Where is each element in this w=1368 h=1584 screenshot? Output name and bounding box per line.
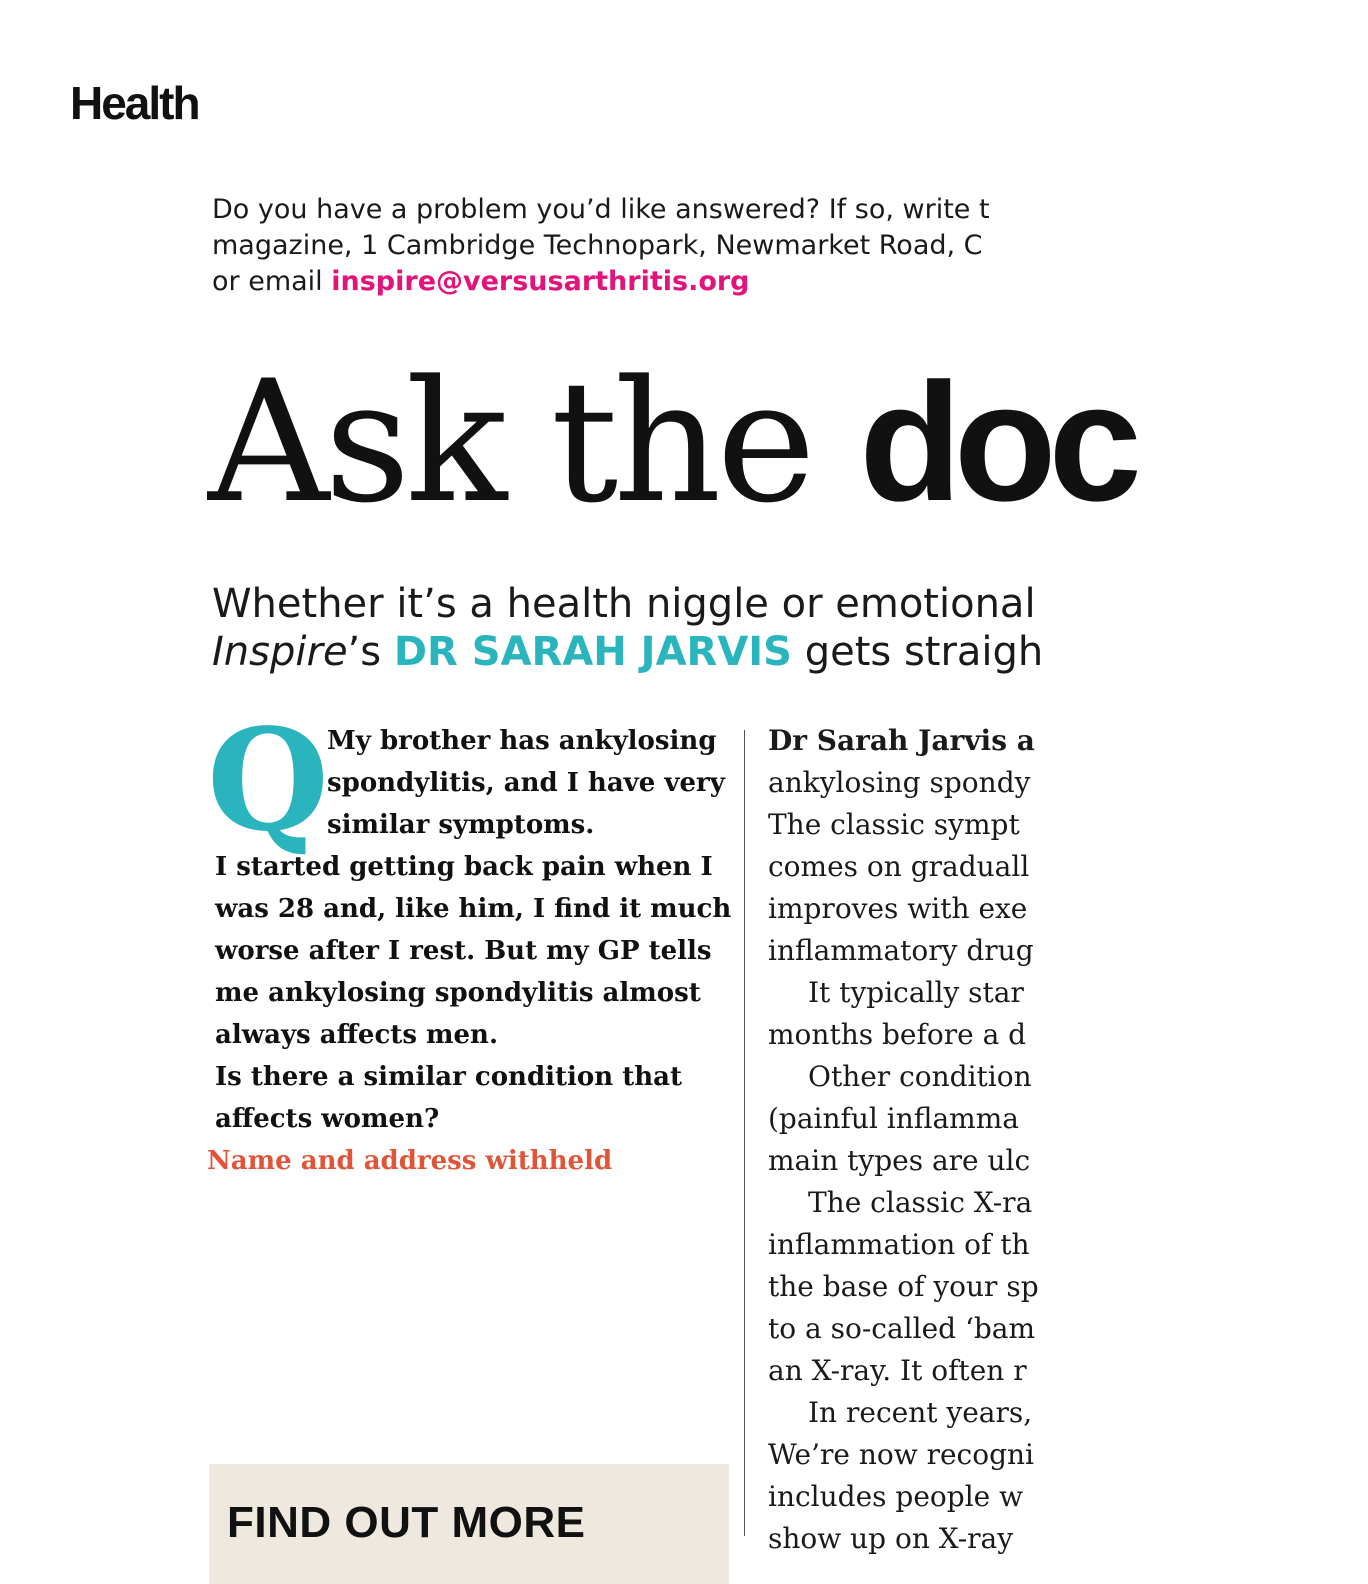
- find-out-more-box: [209, 1464, 729, 1584]
- headline-bold: doc: [859, 348, 1134, 536]
- find-out-more-title: FIND OUT MORE: [227, 1498, 586, 1547]
- reader-question: [207, 699, 732, 1182]
- answer-line: main types are ulc: [768, 1144, 1031, 1177]
- standfirst-rest: gets straigh: [791, 629, 1044, 675]
- standfirst-line: [212, 628, 1043, 676]
- section-label: Health: [70, 77, 199, 129]
- answer-line: includes people w: [768, 1480, 1024, 1513]
- answer-line: show up on X-ray: [768, 1522, 1014, 1555]
- answer-line: comes on graduall: [768, 850, 1030, 883]
- answer-line: We’re now recogni: [768, 1438, 1034, 1471]
- answer-line: (painful inflamma: [768, 1102, 1019, 1135]
- headline-light: Ask the: [208, 344, 860, 540]
- email-link[interactable]: inspire@versusarthritis.org: [331, 266, 750, 297]
- intro-line: [212, 264, 1112, 300]
- headline: [208, 344, 1134, 540]
- intro-line: Do you have a problem you’d like answered? If so, write t: [212, 194, 990, 225]
- doctor-answer: [768, 720, 1368, 1560]
- author-name: DR SARAH JARVIS: [393, 629, 792, 675]
- standfirst-line: Whether it’s a health niggle or emotional: [212, 581, 1036, 627]
- answer-line: inflammation of th: [768, 1228, 1030, 1261]
- answer-line: ankylosing spondy: [768, 766, 1031, 799]
- question-line: My brother has ankylosing: [327, 726, 717, 756]
- answer-line: The classic sympt: [768, 808, 1020, 841]
- answer-line: inflammatory drug: [768, 934, 1034, 967]
- question-line: similar symptoms.: [327, 810, 595, 840]
- answer-line: to a so-called ‘bam: [768, 1312, 1036, 1345]
- answer-line: It typically star: [808, 976, 1024, 1009]
- answer-lead: Dr Sarah Jarvis a: [768, 724, 1035, 757]
- answer-line: In recent years,: [808, 1396, 1033, 1429]
- answer-line: months before a d: [768, 1018, 1027, 1051]
- answer-line: Other condition: [808, 1060, 1032, 1093]
- intro-line: magazine, 1 Cambridge Technopark, Newmarket Road, C: [212, 230, 983, 261]
- answer-line: The classic X-ra: [808, 1186, 1033, 1219]
- standfirst: [212, 580, 1043, 676]
- column-divider: [744, 730, 745, 1536]
- intro-text: [212, 192, 1112, 300]
- intro-email-prefix: or email: [212, 266, 332, 297]
- question-paragraph: Is there a similar condition that affects women?: [215, 1062, 682, 1134]
- standfirst-possessive: ’s: [347, 629, 394, 675]
- question-dropcap: Q: [207, 699, 329, 863]
- magazine-name: Inspire: [212, 629, 348, 675]
- question-signoff: Name and address withheld: [207, 1146, 613, 1176]
- answer-line: the base of your sp: [768, 1270, 1039, 1303]
- answer-line: improves with exe: [768, 892, 1028, 925]
- question-paragraph: I started getting back pain when I was 28 and, like him, I find it much worse after I rest. But my GP tells me ankylosing spondylitis almost always affects men.: [215, 852, 732, 1050]
- answer-line: an X-ray. It often r: [768, 1354, 1027, 1387]
- question-line: spondylitis, and I have very: [327, 768, 725, 798]
